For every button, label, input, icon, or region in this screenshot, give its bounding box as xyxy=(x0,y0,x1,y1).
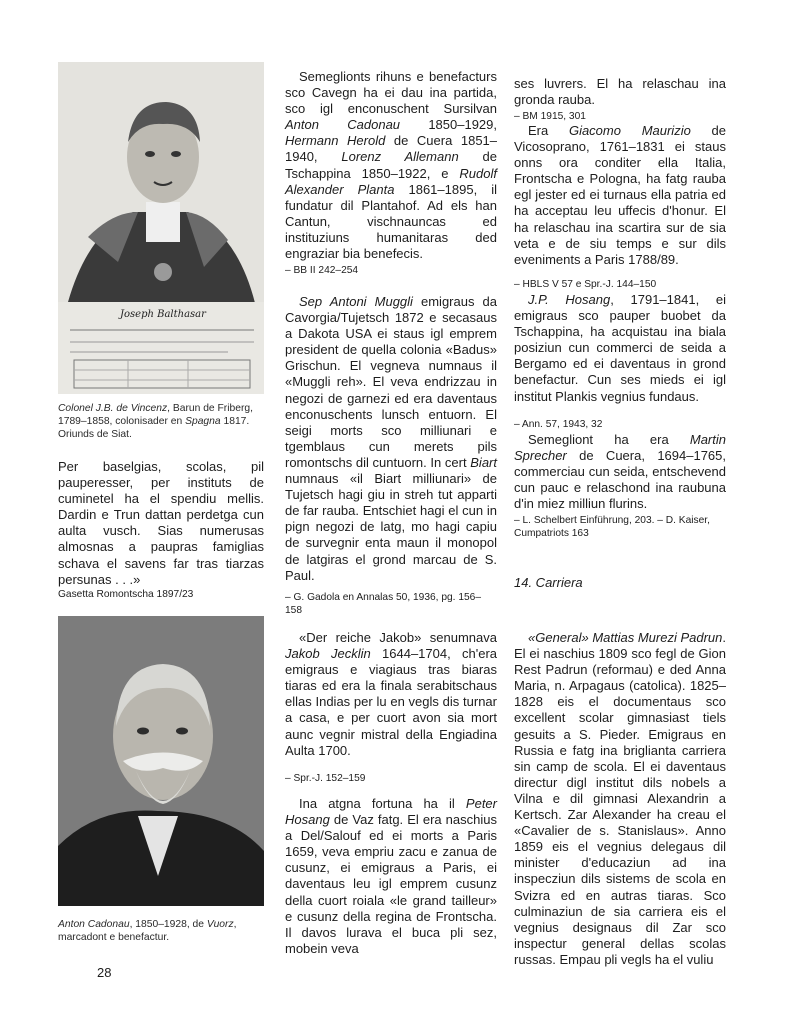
caption-text: , 1850–1928, de xyxy=(129,919,207,930)
portrait-vincenz-caption xyxy=(58,402,264,442)
name: Lorenz Allemann xyxy=(341,149,459,165)
caption-name: Colonel J.B. de Vincenz xyxy=(58,403,168,414)
portrait-vincenz-drawing xyxy=(58,62,264,394)
paragraph xyxy=(285,69,497,262)
text: Semeglionts rihuns e benefacturs sco Cavegn ha ei dau ina partida, sco igl enconuschent Sursilvan xyxy=(285,69,497,117)
paragraph: ses luvrers. El ha relaschau ina gronda rauba. xyxy=(514,76,726,108)
text: «Der reiche Jakob» senumnava xyxy=(299,630,497,645)
caption-place: Spagna xyxy=(185,416,221,428)
name: «General» Mattias Murezi Padrun xyxy=(528,630,723,645)
source-ref: – BB II 242–254 xyxy=(285,265,359,276)
text: de Cuera, 1694–1765, commerciau cun seida, entschevend cun pauc e relaschond ina raubuna d'in miez milliun flurins. xyxy=(514,448,726,512)
source-ref: – G. Gadola en Annalas 50, 1936, pg. 156–158 xyxy=(285,592,481,616)
paragraph xyxy=(514,123,726,268)
text: , 1791–1841, ei emigraus sco pauper buobet da Tschappina, ha acquistau ina biala posiziun cun commerci de seida a Bergamo ed ei daventaus in grond benefactur. Cun ses mieds ei igl institut Plankis vegnius fundaus. xyxy=(514,292,726,404)
paragraph xyxy=(514,432,726,512)
section-heading: 14. Carriera xyxy=(514,575,583,590)
text: Era xyxy=(528,123,569,138)
text: Ina atgna fortuna ha il xyxy=(299,796,466,811)
portrait-vincenz xyxy=(58,62,264,394)
paragraph xyxy=(514,292,726,405)
text: Semegliont ha era xyxy=(528,432,690,447)
source-ref: – L. Schelbert Einführung, 203. – D. Kaiser, Cumpatriots 163 xyxy=(514,515,710,539)
name: Martin Sprecher xyxy=(514,432,726,464)
name: Jakob Jecklin xyxy=(285,646,371,662)
name: Rudolf Alexander Planta xyxy=(285,165,497,197)
paragraph xyxy=(514,630,726,968)
text: de Cuera 1851–1940, xyxy=(285,133,498,165)
name: J.P. Hosang xyxy=(528,292,611,307)
caption-text: 1817. Oriunds de Siat. xyxy=(58,416,250,441)
paragraph xyxy=(285,796,497,957)
quote-source: Gasetta Romontscha 1897/23 xyxy=(58,589,194,600)
source-ref: – HBLS V 57 e Spr.-J. 144–150 xyxy=(514,279,657,290)
portrait-signature: Joseph Balthasar xyxy=(120,309,206,320)
source-ref: – Ann. 57, 1943, 32 xyxy=(514,419,603,430)
caption-text: , Barun de Friberg, 1789–1858, colonisader en xyxy=(58,403,253,428)
text: de Tschappina 1850–1922, e xyxy=(285,149,497,181)
text: emigraus da Cavorgia/Tujetsch 1872 e secasaus a Dakota USA ei staus igl emprem president de quella colonia «Badus» Grischun. El vegneva numnaus il «Muggli reh». El veva endrizzau in negozi de garnezi ed era daventaus enconuschents lunsch entuorn. El seigi morts sco milliunari e tgemblaus cun merets pils romontschs dil cuntuorn. In cert xyxy=(285,294,497,470)
paragraph xyxy=(285,294,497,584)
name: Anton Cadonau xyxy=(285,117,401,133)
text: de Vicosoprano, 1761–1831 ei staus onns ora conditer ella Italia, Frontscha e Pologna, ha fatg rauba egl jester ed ei turnaus ella patria ed ha acceptau leu uffecis d'honur. El ha relaschau ina scartira sur de sia veta e de siu temps e sur dils eveniments a Paris 1788/89. xyxy=(514,123,727,267)
text: numnaus «il Biart milliunari» de Tujetsch hagi giu in streh tut apparti de far rauba. Entschiet hagi el cun in pign negozi de latg, mo hagi capiu de survegnir enta maun il monopol de latgiras el grond marcau de S. Paul. xyxy=(285,471,497,583)
text: de Vaz fatg. El era naschius a Del/Salouf ed ei morts a Paris 1659, veva empriu zacu e zanua de cusunz, ei emigraus a Paris, ei daventaus leu igl emprem cusunz della cuort roiala «le grand tailleur» e cusunz della regina de Frontscha. Il davos lurava el buca pli sez, mobein veva xyxy=(285,812,497,956)
text: 1861–1895, il fundatur dil Plantahof. Ad els han Cantun, vischnauncas ed instituziuns humanitaras ded engraziar bia benefecis. xyxy=(285,181,497,262)
source-ref: – BM 1915, 301 xyxy=(514,111,586,122)
text: 1644–1704, ch'era emigraus e viagiaus tras biaras tiaras ed era la finala serabitschaus ellas Indias per lu en vegls dis turnar a casa, e per cuort avon sia mort aunc vegnir mistral della Engiadina Aulta 1700. xyxy=(285,646,498,758)
text: 1850–1929, xyxy=(400,117,497,133)
caption-place: Vuorz xyxy=(206,919,234,930)
page-number: 28 xyxy=(97,965,112,980)
name: Sep Antoni Muggli xyxy=(299,294,413,309)
source-ref: – Spr.-J. 152–159 xyxy=(285,773,366,784)
portrait-cadonau-caption xyxy=(58,918,264,944)
quote-text: Per baselgias, scolas, pil pauperesser, per instituts de cuminetel ha el spendiu mellis. Dardin e Trun dattan perdetga cun aulta vusch. Sias numerusas almosnas a paupras famiglias schava el savens far tras tiarzas persunas . . .» xyxy=(58,459,264,587)
caption-text: , marcadont e benefactur. xyxy=(58,919,237,944)
text: . El ei naschius 1809 sco fegl de Gion Rest Padrun (reformau) e ded Anna Maria, n. Arpagaus (catolica). 1825–1828 eis el documentaus sco excellent scolar gimnasiast tiels gesuits a S. Pieder. Emigraus en Russia e fatg ina briglianta carriera sin camp de scola. El ei daventaus directur digl institut dils nobels a Vilna e dil gimnasi Alexandrin a Kertsch. Zar Alexander ha creau el «Cavalier de s. Stanislaus». Anno 1859 eis el vegnius delegaus dil minister d'educaziun ad ina inspecziun dils sistems de scola en Svizra ed en autras tiaras. Sco culminaziun de sia carriera eis el vegnius designaus dil Zar sco inspectur general dellas scolas russas. Empau pli vegls ha el vuliu xyxy=(514,630,726,967)
name: Giacomo Maurizio xyxy=(568,123,691,138)
name: Biart xyxy=(470,454,497,470)
name: Hermann Herold xyxy=(285,133,386,149)
caption-name: Anton Cadonau xyxy=(58,919,130,930)
paragraph xyxy=(285,630,497,759)
name: Peter Hosang xyxy=(285,796,497,828)
portrait-cadonau-drawing xyxy=(58,616,264,906)
portrait-cadonau xyxy=(58,616,264,906)
